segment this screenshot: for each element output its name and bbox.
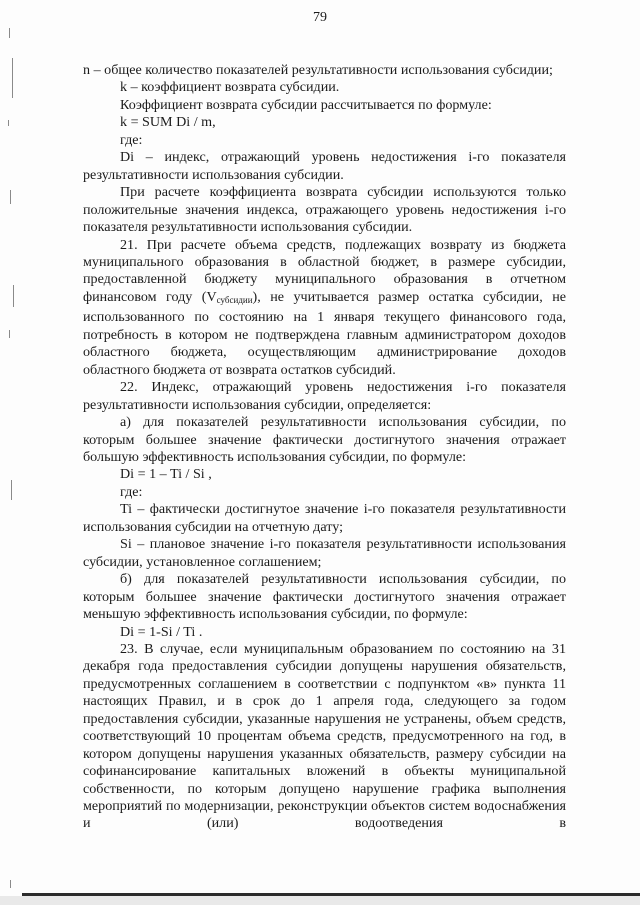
formula-k: k = SUM Di / m,	[120, 114, 216, 131]
paragraph-section-22: 22. Индекс, отражающий уровень недостижения i-го показателя результативности использования субсидии, определяется:	[83, 379, 566, 413]
paragraph-k-definition: k – коэффициент возврата субсидии.	[120, 79, 340, 96]
page-number: 79	[313, 10, 327, 25]
paragraph-item-a: а) для показателей результативности использования субсидии, по которым большее значение фактически достигнутого значения отражает большую эффективность использования субсидии, по формуле:	[83, 414, 566, 465]
paragraph-section-23: 23. В случае, если муниципальным образованием по состоянию на 31 декабря года предоставления субсидии допущены нарушения обязательств, предусмотренных соглашением в соответствии с подпунктом «в» пункта 11 настоящих Правил, и в срок до 1 апреля года, следующего за годом предоставления субсидии, указанные нарушения не устранены, объем средств, соответствующий 10 процентам объема средств, предусмотренного на год, в котором допущены нарушения указанных обязательств, размеру субсидии на софинансирование капитальных вложений в объекты муниципальной собственности, по которым допущено нарушение графика выполнения мероприятий по модернизации, реконструкции объектов систем водоснабжения и (или) водоотведения в	[83, 640, 566, 832]
section-21-text-a: 21. При расчете объема средств, подлежащих возврату из бюджета муниципального образования в областной бюджет, в размере субсидии, предоставленной бюджету муниципального образования в отчетном финансовом году (V	[83, 236, 566, 305]
paragraph-positive-values: При расчете коэффициента возврата субсидии используются только положительные значения индекса, отражающего уровень недостижения i-го показателя результативности использования субсидии.	[83, 184, 566, 236]
paragraph-where: где:	[120, 131, 143, 148]
paragraph-si-definition: Si – плановое значение i-го показателя результативности использования субсидии, установленное соглашением;	[83, 536, 566, 570]
formula-di-a: Di = 1 – Ti / Si ,	[120, 466, 212, 483]
scan-bottom-shadow	[0, 896, 640, 905]
paragraph-di-definition: Di – индекс, отражающий уровень недостижения i-го показателя результативности использования субсидии.	[83, 149, 566, 183]
paragraph-section-21	[83, 237, 566, 380]
section-21-subscript: субсидии	[216, 294, 253, 305]
paragraph-where-2: где:	[120, 483, 143, 500]
scan-margin-artifact	[0, 0, 22, 905]
paragraph-item-b: б) для показателей результативности использования субсидии, по которым большее значение фактически достигнутого значения отражает меньшую эффективность использования субсидии, по формуле:	[83, 571, 566, 623]
formula-di-b: Di = 1-Si / Ti .	[120, 623, 203, 640]
paragraph-formula-intro: Коэффициент возврата субсидии рассчитывается по формуле:	[120, 96, 492, 113]
section-21-text-b: ), не учитывается размер остатка субсидии, не использованного по состоянию на 1 января текущего финансового года, потребность в котором не подтверждена главным администратором доходов областного бюджета, осуществляющим администрирование доходов областного бюджета от возврата остатков субсидий.	[83, 288, 566, 378]
paragraph-ti-definition: Ti – фактически достигнутое значение i-го показателя результативности использования субсидии на отчетную дату;	[83, 501, 566, 535]
paragraph-n-definition: n – общее количество показателей результативности использования субсидии;	[83, 62, 553, 78]
document-body	[83, 62, 566, 833]
